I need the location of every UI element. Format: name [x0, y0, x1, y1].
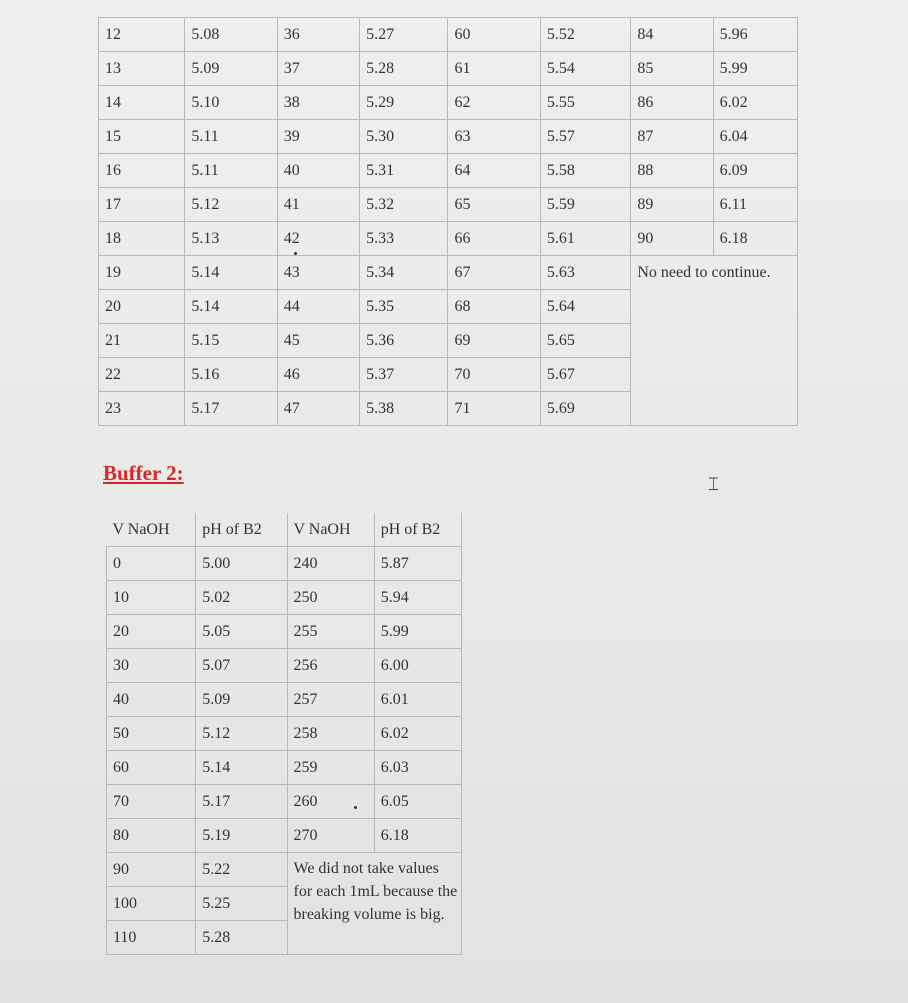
- table-cell: 5.14: [185, 290, 277, 324]
- table-cell: 5.99: [713, 52, 797, 86]
- table-cell: 5.32: [360, 188, 448, 222]
- table-cell: 5.38: [360, 392, 448, 426]
- table-cell: 5.15: [185, 324, 277, 358]
- table-row: [107, 717, 462, 751]
- table-cell: 5.14: [196, 751, 287, 785]
- table-cell: 30: [107, 649, 196, 683]
- table-cell: 69: [448, 324, 540, 358]
- table-cell: 5.13: [185, 222, 277, 256]
- table-cell: 5.00: [196, 547, 287, 581]
- table-cell: 5.09: [185, 52, 277, 86]
- table-cell: 5.64: [540, 290, 630, 324]
- table-cell: 45: [277, 324, 359, 358]
- table-row: [107, 819, 462, 853]
- table-cell: 5.12: [196, 717, 287, 751]
- table-cell: 5.25: [196, 887, 287, 921]
- table-cell: 5.69: [540, 392, 630, 426]
- buffer-2-heading: Buffer 2:: [103, 461, 184, 485]
- table-cell: 46: [277, 358, 359, 392]
- table-row: [99, 86, 798, 120]
- table-cell: 65: [448, 188, 540, 222]
- table-cell: 6.02: [713, 86, 797, 120]
- table-cell: 5.61: [540, 222, 630, 256]
- table-row: [107, 615, 462, 649]
- header-cell: pH of B2: [374, 513, 461, 547]
- table-cell: 41: [277, 188, 359, 222]
- table-cell: 66: [448, 222, 540, 256]
- no-need-to-continue-note: No need to continue.: [631, 256, 798, 426]
- table-cell: 6.03: [374, 751, 461, 785]
- table-cell: 14: [99, 86, 185, 120]
- table-cell: 5.94: [374, 581, 461, 615]
- table-cell: 37: [277, 52, 359, 86]
- table-cell: 6.04: [713, 120, 797, 154]
- table-row: [107, 581, 462, 615]
- table-cell: 257: [287, 683, 374, 717]
- table-cell: 5.29: [360, 86, 448, 120]
- table-cell: 5.63: [540, 256, 630, 290]
- table-cell: 6.11: [713, 188, 797, 222]
- table-cell: 42: [277, 222, 359, 256]
- table-cell: 70: [107, 785, 196, 819]
- table-cell: 88: [631, 154, 713, 188]
- table-cell: 40: [277, 154, 359, 188]
- table-cell: 5.08: [185, 18, 277, 52]
- table-cell: 20: [107, 615, 196, 649]
- table-cell: 60: [107, 751, 196, 785]
- table-cell: 67: [448, 256, 540, 290]
- table-row: [107, 785, 462, 819]
- table-row: [107, 547, 462, 581]
- table-cell: 68: [448, 290, 540, 324]
- table-cell: 240: [287, 547, 374, 581]
- table-cell: 71: [448, 392, 540, 426]
- table-cell: 5.07: [196, 649, 287, 683]
- table-cell: 270: [287, 819, 374, 853]
- table-cell: 5.27: [360, 18, 448, 52]
- table-cell: 17: [99, 188, 185, 222]
- table-cell: 5.54: [540, 52, 630, 86]
- table-cell: 0: [107, 547, 196, 581]
- table-cell: 70: [448, 358, 540, 392]
- table-cell: 5.02: [196, 581, 287, 615]
- table-cell: 40: [107, 683, 196, 717]
- table-cell: 87: [631, 120, 713, 154]
- table-cell: 62: [448, 86, 540, 120]
- table-cell: 5.34: [360, 256, 448, 290]
- table-cell: 18: [99, 222, 185, 256]
- table-cell: 5.99: [374, 615, 461, 649]
- table-cell: 64: [448, 154, 540, 188]
- table-cell: 5.87: [374, 547, 461, 581]
- table-cell: 256: [287, 649, 374, 683]
- table-cell: 86: [631, 86, 713, 120]
- table-cell: 5.10: [185, 86, 277, 120]
- table-cell: 12: [99, 18, 185, 52]
- table-cell: 5.17: [196, 785, 287, 819]
- table-cell: 5.33: [360, 222, 448, 256]
- buffer1-continuation-table: [98, 17, 798, 426]
- table-cell: 6.01: [374, 683, 461, 717]
- table-cell: 5.17: [185, 392, 277, 426]
- table-cell: 38: [277, 86, 359, 120]
- table-cell: 22: [99, 358, 185, 392]
- table-cell: 5.28: [196, 921, 287, 955]
- table-cell: 5.37: [360, 358, 448, 392]
- table-cell: 6.02: [374, 717, 461, 751]
- table-cell: 5.52: [540, 18, 630, 52]
- table-cell: 6.05: [374, 785, 461, 819]
- table-cell: 5.31: [360, 154, 448, 188]
- table-cell: 90: [107, 853, 196, 887]
- table-cell: 84: [631, 18, 713, 52]
- table-cell: 6.18: [713, 222, 797, 256]
- table-cell: 5.55: [540, 86, 630, 120]
- table-cell: 5.59: [540, 188, 630, 222]
- table-cell: 89: [631, 188, 713, 222]
- table-cell: 85: [631, 52, 713, 86]
- table-cell: 47: [277, 392, 359, 426]
- table-cell: 5.30: [360, 120, 448, 154]
- table1-body: [99, 18, 798, 426]
- text-cursor-icon: ⌶: [708, 474, 719, 495]
- table-cell: 23: [99, 392, 185, 426]
- header-cell: V NaOH: [107, 513, 196, 547]
- table-cell: 43: [277, 256, 359, 290]
- table-cell: 19: [99, 256, 185, 290]
- breaking-volume-note: We did not take values for each 1mL because the breaking volume is big.: [287, 853, 462, 955]
- table-row: [99, 188, 798, 222]
- table-row: [99, 154, 798, 188]
- table-cell: 5.36: [360, 324, 448, 358]
- buffer2-table: [106, 513, 462, 955]
- table-cell: 39: [277, 120, 359, 154]
- table-cell: 5.35: [360, 290, 448, 324]
- table-cell: 20: [99, 290, 185, 324]
- stray-dot: [294, 252, 297, 255]
- table-cell: 13: [99, 52, 185, 86]
- header-cell: V NaOH: [287, 513, 374, 547]
- table-cell: 60: [448, 18, 540, 52]
- table-cell: 5.28: [360, 52, 448, 86]
- table-cell: 5.12: [185, 188, 277, 222]
- table-cell: 259: [287, 751, 374, 785]
- table-cell: 21: [99, 324, 185, 358]
- table-cell: 63: [448, 120, 540, 154]
- table-cell: 6.18: [374, 819, 461, 853]
- table-cell: 5.09: [196, 683, 287, 717]
- table-row: [99, 256, 798, 290]
- table-cell: 16: [99, 154, 185, 188]
- table-cell: 260: [287, 785, 374, 819]
- table-row: [99, 222, 798, 256]
- table-cell: 15: [99, 120, 185, 154]
- table-cell: 80: [107, 819, 196, 853]
- table-cell: 258: [287, 717, 374, 751]
- table-cell: 6.00: [374, 649, 461, 683]
- table-cell: 5.58: [540, 154, 630, 188]
- table-cell: 5.16: [185, 358, 277, 392]
- table-cell: 100: [107, 887, 196, 921]
- table-cell: 5.96: [713, 18, 797, 52]
- table-cell: 5.05: [196, 615, 287, 649]
- table-cell: 5.65: [540, 324, 630, 358]
- table-header-row: [107, 513, 462, 547]
- table-cell: 90: [631, 222, 713, 256]
- table-cell: 5.14: [185, 256, 277, 290]
- table-cell: 5.11: [185, 120, 277, 154]
- table-cell: 5.11: [185, 154, 277, 188]
- stray-dot: [354, 806, 357, 809]
- table-cell: 255: [287, 615, 374, 649]
- table-row: [99, 52, 798, 86]
- table-cell: 61: [448, 52, 540, 86]
- table-cell: 5.57: [540, 120, 630, 154]
- table-cell: 50: [107, 717, 196, 751]
- table-cell: 44: [277, 290, 359, 324]
- table-cell: 6.09: [713, 154, 797, 188]
- table-row: [99, 120, 798, 154]
- table-cell: 5.19: [196, 819, 287, 853]
- table-row: [107, 683, 462, 717]
- table-cell: 5.67: [540, 358, 630, 392]
- table-row: [107, 853, 462, 887]
- table-row: [99, 18, 798, 52]
- table-cell: 10: [107, 581, 196, 615]
- table-cell: 250: [287, 581, 374, 615]
- table-cell: 110: [107, 921, 196, 955]
- table-cell: 5.22: [196, 853, 287, 887]
- table2-body: [107, 513, 462, 955]
- header-cell: pH of B2: [196, 513, 287, 547]
- table-row: [107, 751, 462, 785]
- table-cell: 36: [277, 18, 359, 52]
- table-row: [107, 649, 462, 683]
